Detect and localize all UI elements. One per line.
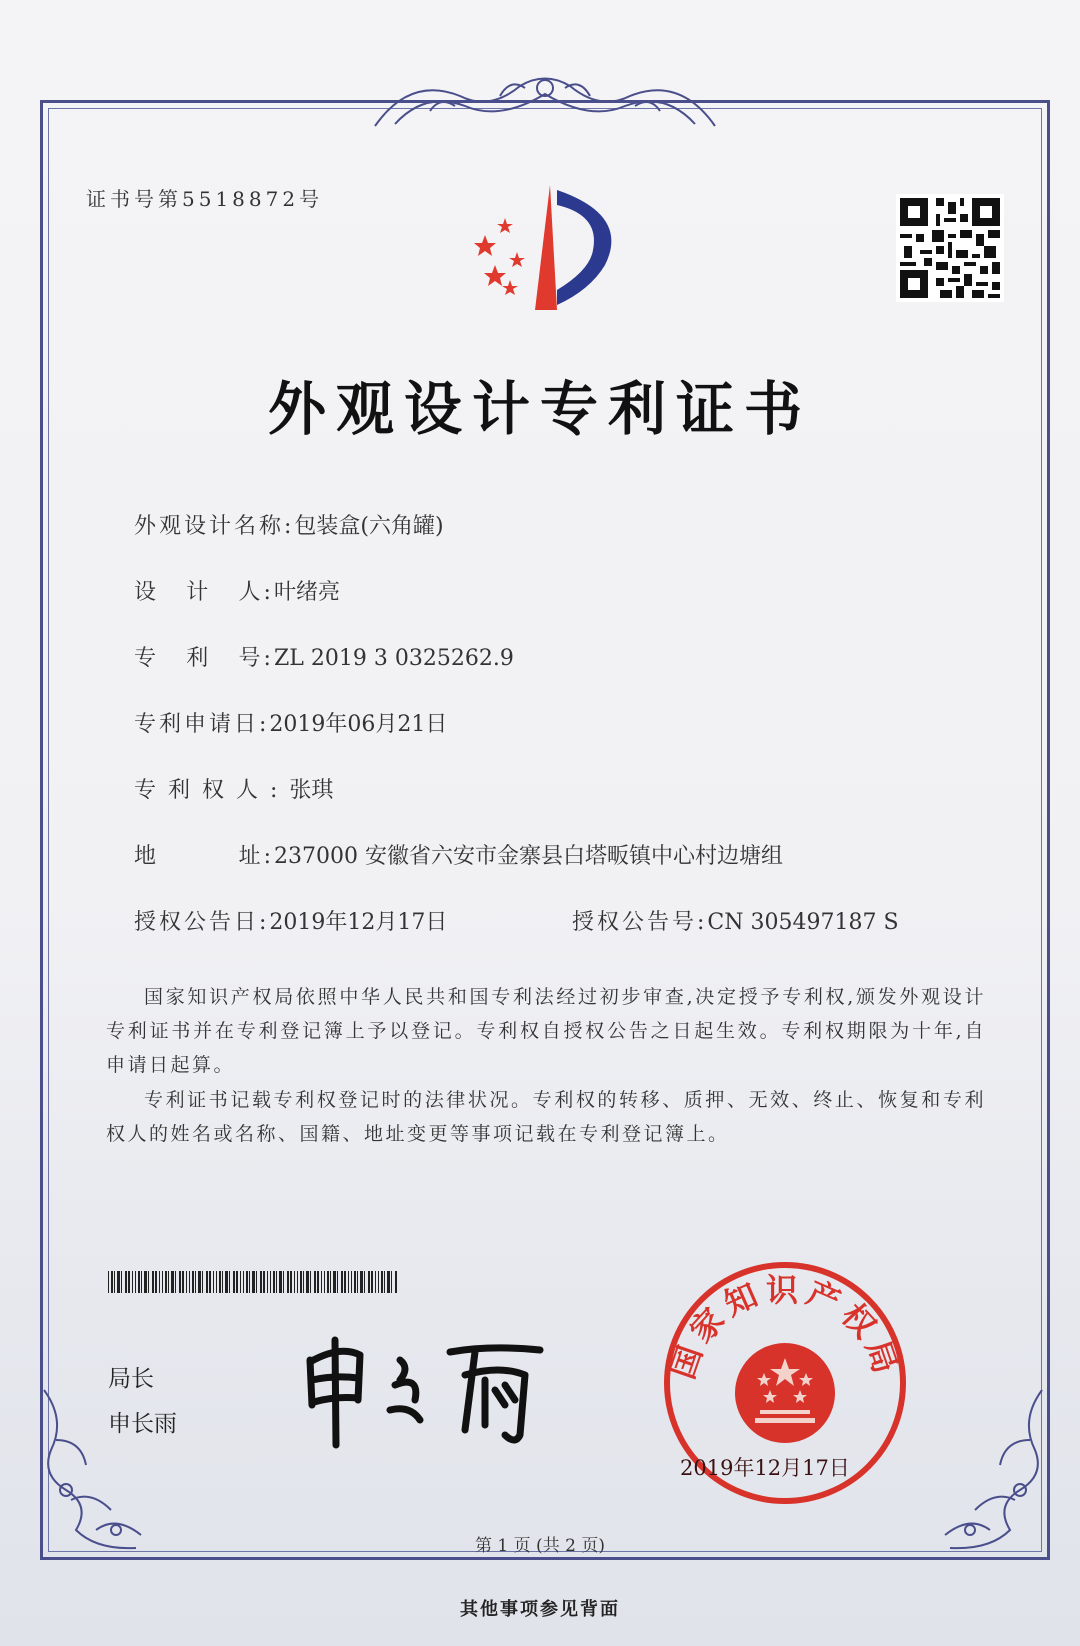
patent-no-value: ZL 2019 3 0325262.9 (273, 646, 514, 671)
seal-date: 2019年12月17日 (680, 1456, 850, 1480)
announce-date-label: 授权公告日: (133, 910, 270, 935)
address-label: 地 址: (133, 844, 274, 869)
designer-value: 叶绪亮 (273, 580, 340, 605)
patent-no-label: 专 利 号: (133, 646, 274, 671)
top-ornament (370, 66, 720, 136)
announce-no-label: 授权公告号: (571, 910, 708, 935)
patentee-value: 张琪 (289, 778, 334, 803)
designer-label: 设 计 人: (133, 580, 274, 605)
certificate-number: 证书号第5518872号 (86, 187, 324, 211)
announce-date-value: 2019年12月17日 (269, 910, 448, 935)
legal-status-paragraph: 专利证书记载专利权登记时的法律状况。专利权的转移、质押、无效、终止、恢复和专利权人的姓名或名称、国籍、地址变更等事项记载在专利登记簿上。 (106, 1089, 986, 1145)
director-title: 局长 (108, 1366, 154, 1392)
patent-office-emblem (455, 180, 635, 320)
announce-no-row (544, 880, 899, 961)
back-note: 其他事项参见背面 (460, 1599, 620, 1620)
page-indicator: 第 1 页 (共 2 页) (475, 1536, 605, 1556)
announce-no-value: CN 305497187 S (707, 910, 899, 935)
grant-paragraph: 国家知识产权局依照中华人民共和国专利法经过初步审查,决定授予专利权,颁发外观设计专利证书并在专利登记簿上予以登记。专利权自授权公告之日起生效。专利权期限为十年,自申请日起算。 (106, 986, 986, 1076)
patentee-label: 专利权人: (133, 778, 290, 803)
design-name-label: 外观设计名称: (133, 514, 295, 539)
qr-code (896, 194, 1004, 302)
announce-date-row (106, 880, 447, 961)
certificate-title: 外观设计专利证书 (267, 375, 812, 443)
seal-text: 国家知识产权局 (663, 1270, 907, 1384)
barcode (108, 1271, 400, 1293)
apply-date-value: 2019年06月21日 (269, 712, 448, 737)
director-signature (300, 1330, 560, 1450)
apply-date-label: 专利申请日: (133, 712, 270, 737)
director-name: 申长雨 (108, 1411, 177, 1437)
design-name-value: 包装盒(六角罐) (294, 514, 444, 539)
address-value: 237000 安徽省六安市金寨县白塔畈镇中心村边塘组 (273, 844, 783, 869)
